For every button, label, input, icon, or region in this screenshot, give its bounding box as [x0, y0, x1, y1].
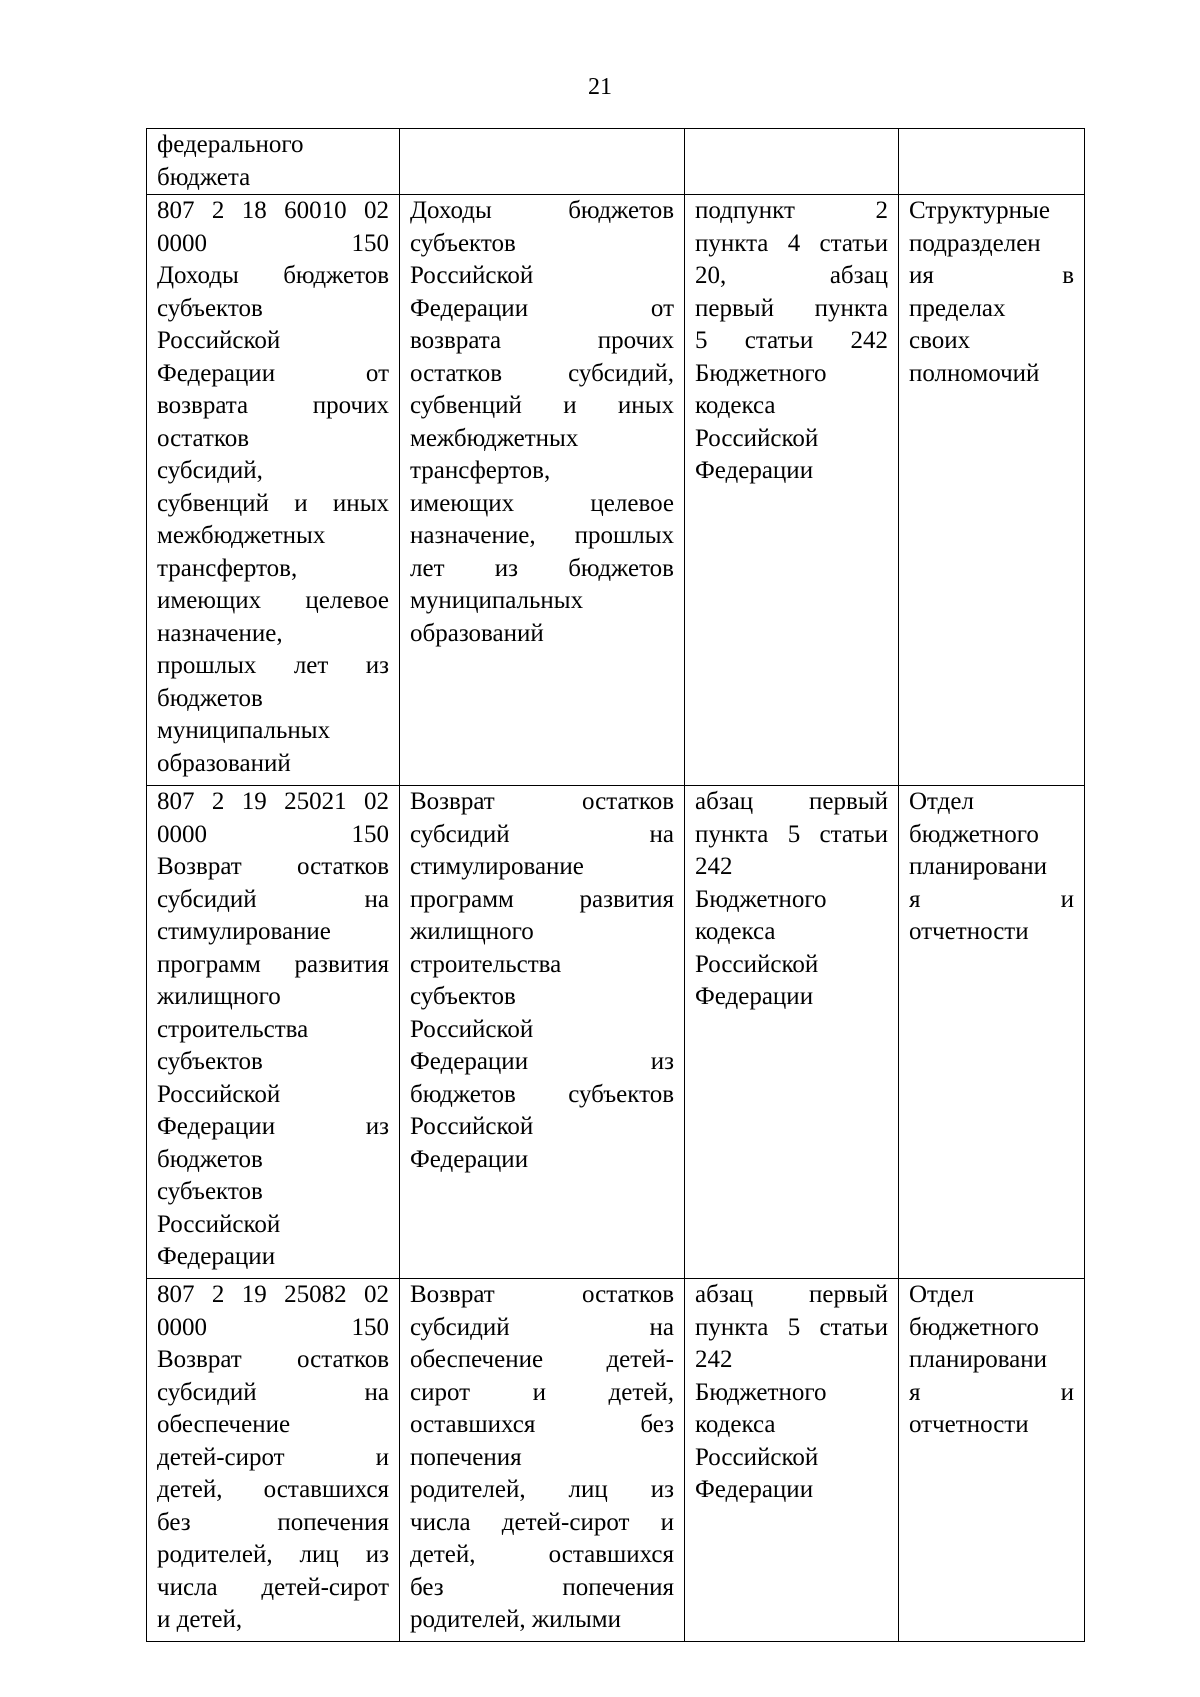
table-row [147, 195, 1085, 786]
cell-line: абзац первый [695, 1281, 888, 1308]
cell-line: субвенций и иных [157, 489, 389, 517]
cell-line: 0000 150 [157, 1313, 389, 1341]
cell-basis [685, 1279, 899, 1642]
cell-line: Возврат остатков [410, 1281, 674, 1308]
cell-line: родителей, лиц из [410, 1476, 674, 1503]
cell-line: межбюджетных [410, 424, 579, 452]
cell-line: Бюджетного [695, 359, 827, 387]
cell-line: обеспечение детей- [410, 1346, 674, 1373]
cell-line: субсидий, [157, 457, 263, 484]
cell-line: субсидий на [157, 1378, 389, 1406]
cell-line: субсидий на [410, 1313, 674, 1341]
cell-line: программ развития [157, 950, 389, 978]
cell-line: кодекса [695, 1411, 776, 1438]
cell-line: субъектов [410, 229, 516, 257]
cell-line: субъектов [157, 1048, 263, 1075]
cell-line: Федерации из [157, 1113, 389, 1140]
cell-line: Доходы бюджетов [410, 197, 674, 224]
cell-name [400, 129, 685, 195]
cell-line: Федерации [157, 1243, 276, 1270]
cell-line: субъектов [157, 294, 263, 322]
cell-code [147, 129, 400, 195]
cell-line: 807 2 19 25021 02 [157, 788, 389, 815]
cell-line: числа детей-сирот [157, 1573, 389, 1601]
page-number: 21 [588, 74, 612, 100]
cell-line: строительства [157, 1015, 309, 1043]
table-row [147, 786, 1085, 1279]
cell-line: детей-сирот и [157, 1443, 389, 1471]
cell-line: ия в [909, 262, 1074, 289]
cell-line: строительства [410, 950, 562, 978]
cell-line: я и [909, 885, 1074, 913]
cell-line: трансфертов, [157, 554, 298, 582]
cell-line: имеющих целевое [157, 587, 389, 614]
cell-line: субъектов [157, 1178, 263, 1205]
cell-basis [685, 786, 899, 1279]
cell-line: своих [909, 327, 971, 354]
cell-line: программ развития [410, 885, 674, 913]
cell-line: Российской [695, 424, 819, 452]
table-body [147, 129, 1085, 1642]
cell-line: возврата прочих [157, 392, 389, 419]
cell-line: бюджетов [157, 684, 263, 712]
cell-line: бюджетного [909, 1313, 1039, 1341]
cell-line: 5 статьи 242 [695, 327, 888, 354]
cell-line: сирот и детей, [410, 1378, 674, 1406]
cell-line: Отдел [909, 1281, 974, 1308]
cell-line: Федерации [695, 457, 814, 484]
cell-line: 807 2 18 60010 02 [157, 197, 389, 224]
cell-department [899, 129, 1085, 195]
cell-line: пределах [909, 294, 1006, 322]
cell-name [400, 786, 685, 1279]
cell-line: Возврат остатков [157, 853, 389, 880]
cell-line: отчетности [909, 1411, 1029, 1438]
cell-line: кодекса [695, 918, 776, 945]
cell-line: Федерации [695, 1476, 814, 1503]
cell-line: бюджетов субъектов [410, 1080, 674, 1108]
cell-line: имеющих целевое [410, 489, 674, 517]
cell-line: субвенций и иных [410, 392, 674, 419]
cell-line: 20, абзац [695, 262, 888, 289]
cell-line: жилищного [410, 918, 534, 945]
cell-line: Российской [157, 1080, 281, 1108]
cell-department [899, 195, 1085, 786]
cell-basis [685, 195, 899, 786]
cell-line: без попечения [157, 1508, 389, 1536]
cell-line: кодекса [695, 392, 776, 419]
cell-line: субсидий на [157, 885, 389, 913]
cell-basis [685, 129, 899, 195]
cell-line: Структурные [909, 197, 1050, 224]
cell-line: детей, оставшихся [157, 1476, 389, 1503]
cell-line: Отдел [909, 788, 974, 815]
cell-name [400, 1279, 685, 1642]
cell-line: Федерации [410, 1145, 529, 1173]
cell-line: стимулирование [410, 853, 584, 880]
cell-line: пункта 5 статьи [695, 820, 888, 848]
cell-line: родителей, лиц из [157, 1541, 389, 1568]
cell-line: остатков [157, 424, 250, 452]
cell-line: планировани [909, 1346, 1048, 1373]
cell-name [400, 195, 685, 786]
cell-line: бюджета [157, 163, 251, 191]
cell-line: Российской [695, 1443, 819, 1471]
cell-line: Российской [410, 1113, 534, 1140]
cell-line: Бюджетного [695, 1378, 827, 1406]
cell-line: пункта 4 статьи [695, 229, 888, 257]
cell-line: 0000 150 [157, 229, 389, 257]
cell-line: субъектов [410, 983, 516, 1010]
cell-department [899, 1279, 1085, 1642]
cell-line: лет из бюджетов [410, 554, 674, 582]
cell-line: назначение, [157, 619, 283, 647]
cell-line: родителей, жилыми [410, 1606, 621, 1633]
cell-line: пункта 5 статьи [695, 1313, 888, 1341]
cell-line: жилищного [157, 983, 281, 1010]
cell-line: бюджетного [909, 820, 1039, 848]
cell-line: 242 [695, 853, 733, 880]
table-row [147, 1279, 1085, 1642]
cell-line: 807 2 19 25082 02 [157, 1281, 389, 1308]
cell-line: Бюджетного [695, 885, 827, 913]
cell-line: субсидий на [410, 820, 674, 848]
cell-line: Федерации от [410, 294, 674, 322]
cell-line: Российской [410, 1015, 534, 1043]
cell-line: образований [157, 749, 291, 777]
cell-line: Российской [157, 1210, 281, 1238]
cell-code [147, 195, 400, 786]
cell-line: планировани [909, 853, 1048, 880]
cell-line: Российской [695, 950, 819, 978]
cell-department [899, 786, 1085, 1279]
cell-line: и детей, [157, 1606, 243, 1633]
cell-line: образований [410, 619, 544, 647]
cell-line: муниципальных [157, 717, 331, 744]
cell-line: трансфертов, [410, 457, 551, 484]
cell-line: подразделен [909, 229, 1041, 257]
cell-line: отчетности [909, 918, 1029, 945]
cell-line: 242 [695, 1346, 733, 1373]
cell-line: оставшихся без [410, 1411, 674, 1438]
cell-line: назначение, прошлых [410, 522, 674, 549]
cell-line: обеспечение [157, 1411, 291, 1438]
cell-line: остатков субсидий, [410, 359, 674, 387]
cell-line: возврата прочих [410, 327, 674, 354]
cell-line: муниципальных [410, 587, 584, 614]
cell-line: федерального [157, 131, 304, 158]
cell-line: 0000 150 [157, 820, 389, 848]
cell-line: бюджетов [157, 1145, 263, 1173]
cell-line: прошлых лет из [157, 652, 389, 679]
cell-line: подпункт 2 [695, 197, 888, 224]
cell-line: Федерации из [410, 1048, 674, 1075]
cell-line: без попечения [410, 1573, 674, 1601]
budget-table [146, 128, 1085, 1642]
cell-line: первый пункта [695, 294, 888, 322]
cell-line: Возврат остатков [410, 788, 674, 815]
cell-line: полномочий [909, 359, 1040, 387]
cell-line: я и [909, 1378, 1074, 1406]
cell-line: Федерации [695, 983, 814, 1010]
cell-line: стимулирование [157, 918, 331, 945]
cell-code [147, 786, 400, 1279]
cell-line: Российской [157, 327, 281, 354]
cell-line: межбюджетных [157, 522, 326, 549]
cell-line: детей, оставшихся [410, 1541, 674, 1568]
cell-line: числа детей-сирот и [410, 1508, 674, 1536]
cell-line: Возврат остатков [157, 1346, 389, 1373]
cell-line: попечения [410, 1443, 522, 1471]
cell-line: абзац первый [695, 788, 888, 815]
table-row [147, 129, 1085, 195]
cell-line: Федерации от [157, 359, 389, 387]
cell-code [147, 1279, 400, 1642]
cell-line: Российской [410, 262, 534, 289]
cell-line: Доходы бюджетов [157, 262, 389, 289]
